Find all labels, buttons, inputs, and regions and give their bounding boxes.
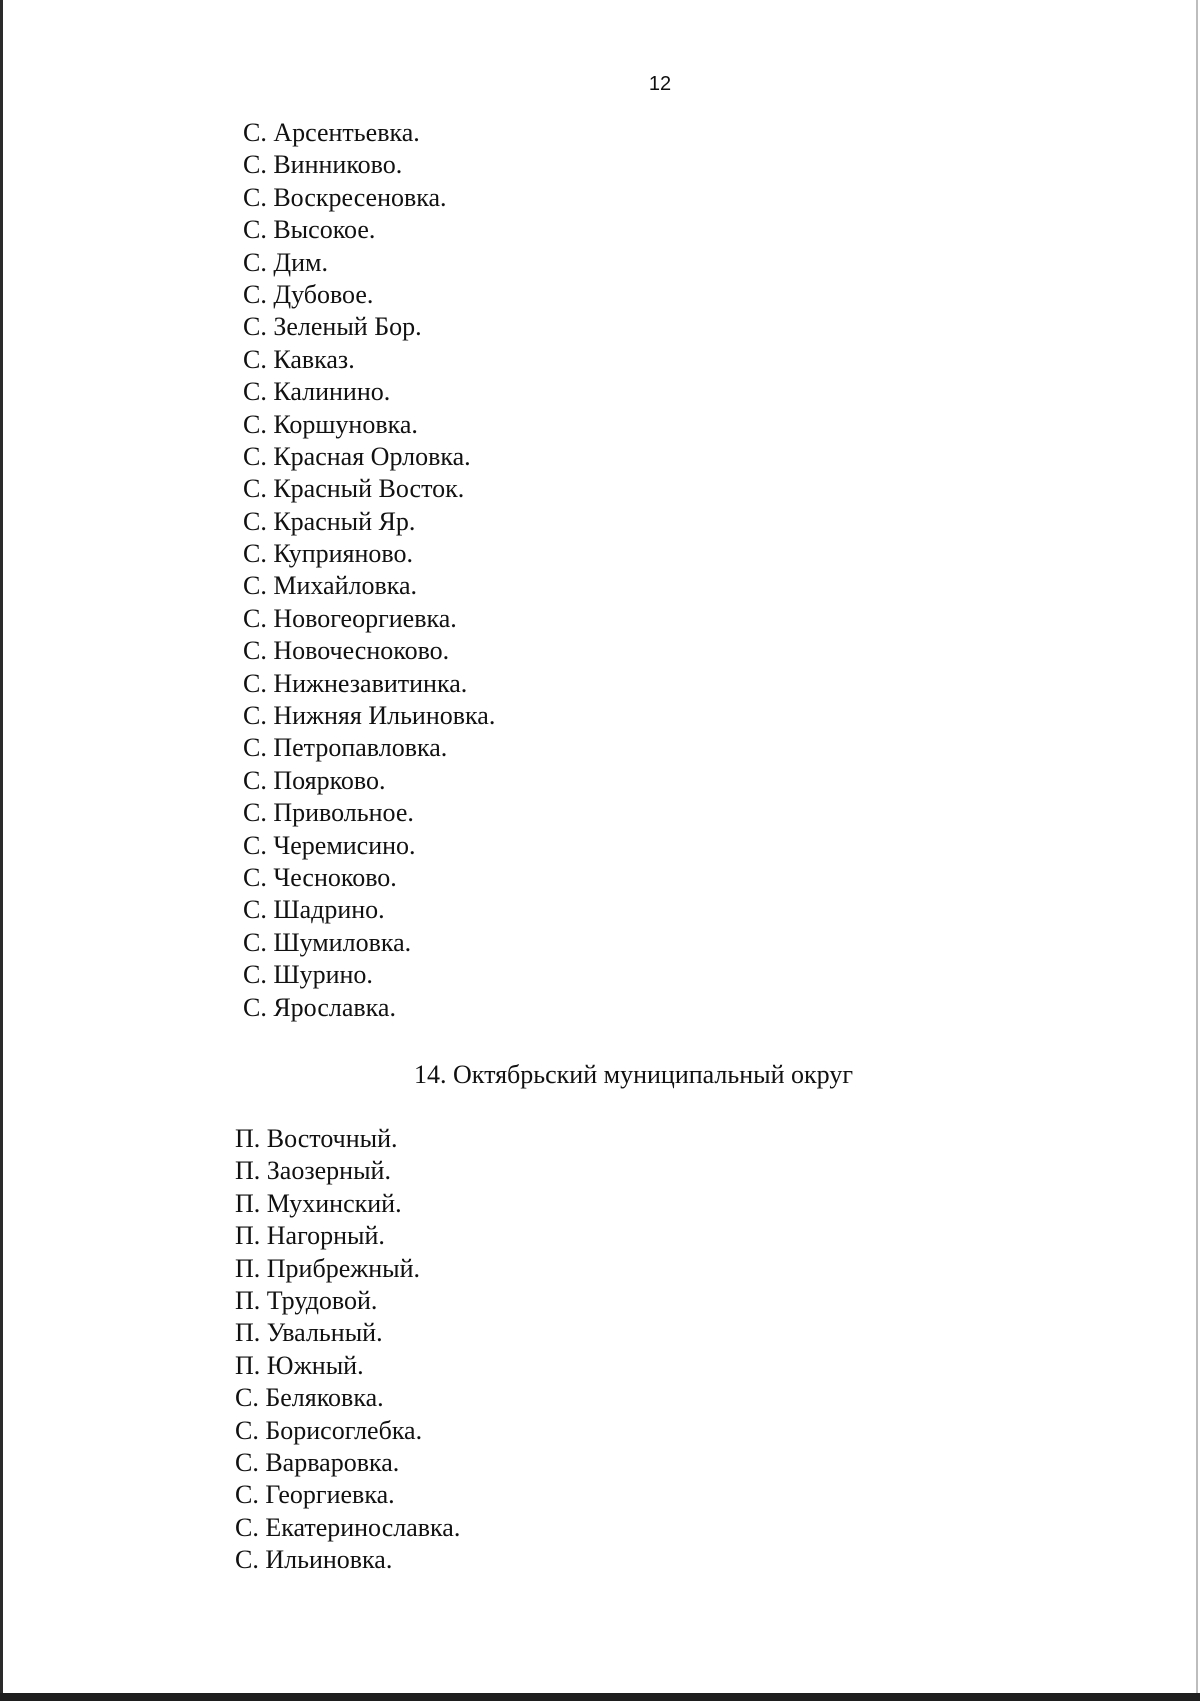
list-item: С. Варваровка. — [235, 1447, 400, 1477]
list-item: С. Калинино. — [243, 377, 391, 407]
list-item: С. Красный Яр. — [243, 506, 416, 536]
list-item: С. Борисоглебка. — [235, 1415, 423, 1445]
list-item: С. Коршуновка. — [243, 409, 418, 439]
list-item: С. Поярково. — [243, 765, 386, 795]
list-item: С. Винниково. — [243, 150, 403, 180]
list-item: С. Георгиевка. — [235, 1480, 395, 1510]
list-item: С. Дубовое. — [243, 279, 374, 309]
list-item: С. Высокое. — [243, 215, 376, 245]
list-item: С. Михайловка. — [243, 571, 418, 601]
scan-edge-right — [1196, 0, 1198, 1701]
list-item: С. Куприяново. — [243, 539, 414, 569]
list-item: П. Нагорный. — [235, 1221, 385, 1251]
list-item: С. Дим. — [243, 247, 328, 277]
list-item: П. Трудовой. — [235, 1285, 378, 1315]
list-item: С. Екатеринославка. — [235, 1512, 461, 1542]
list-item: С. Шурино. — [243, 960, 373, 990]
list-item: С. Привольное. — [243, 798, 414, 828]
list-item: П. Заозерный. — [235, 1156, 391, 1186]
list-item: С. Новочесноково. — [243, 636, 450, 666]
page-number: 12 — [648, 73, 672, 95]
list-item: С. Чесноково. — [243, 862, 397, 892]
list-item: С. Воскресеновка. — [243, 182, 447, 212]
settlement-list-1 — [243, 117, 495, 1024]
list-item: С. Беляковка. — [235, 1383, 384, 1413]
list-item: С. Красный Восток. — [243, 474, 465, 504]
scan-edge-bottom — [0, 1693, 1200, 1701]
list-item: С. Новогеоргиевка. — [243, 603, 457, 633]
list-item: С. Нижняя Ильиновка. — [243, 701, 496, 731]
list-item: С. Зеленый Бор. — [243, 312, 422, 342]
list-item: С. Ильиновка. — [235, 1545, 393, 1575]
list-item: С. Нижнезавитинка. — [243, 668, 468, 698]
list-item: П. Прибрежный. — [235, 1253, 420, 1283]
list-item: С. Петропавловка. — [243, 733, 448, 763]
list-item: С. Ярославка. — [243, 992, 396, 1022]
list-item: С. Шумиловка. — [243, 927, 412, 957]
list-item: П. Южный. — [235, 1350, 364, 1380]
list-item: С. Шадрино. — [243, 895, 385, 925]
list-item: С. Арсентьевка. — [243, 118, 420, 147]
list-item: С. Черемисино. — [243, 830, 416, 860]
scan-edge-left — [0, 0, 3, 1701]
list-item: С. Красная Орловка. — [243, 441, 471, 471]
section-heading: 14. Октябрьский муниципальный округ — [414, 1060, 854, 1089]
settlement-list-2 — [235, 1123, 460, 1576]
list-item: С. Кавказ. — [243, 344, 355, 374]
list-item: П. Мухинский. — [235, 1188, 402, 1218]
list-item: П. Увальный. — [235, 1318, 383, 1348]
list-item: П. Восточный. — [235, 1124, 398, 1153]
